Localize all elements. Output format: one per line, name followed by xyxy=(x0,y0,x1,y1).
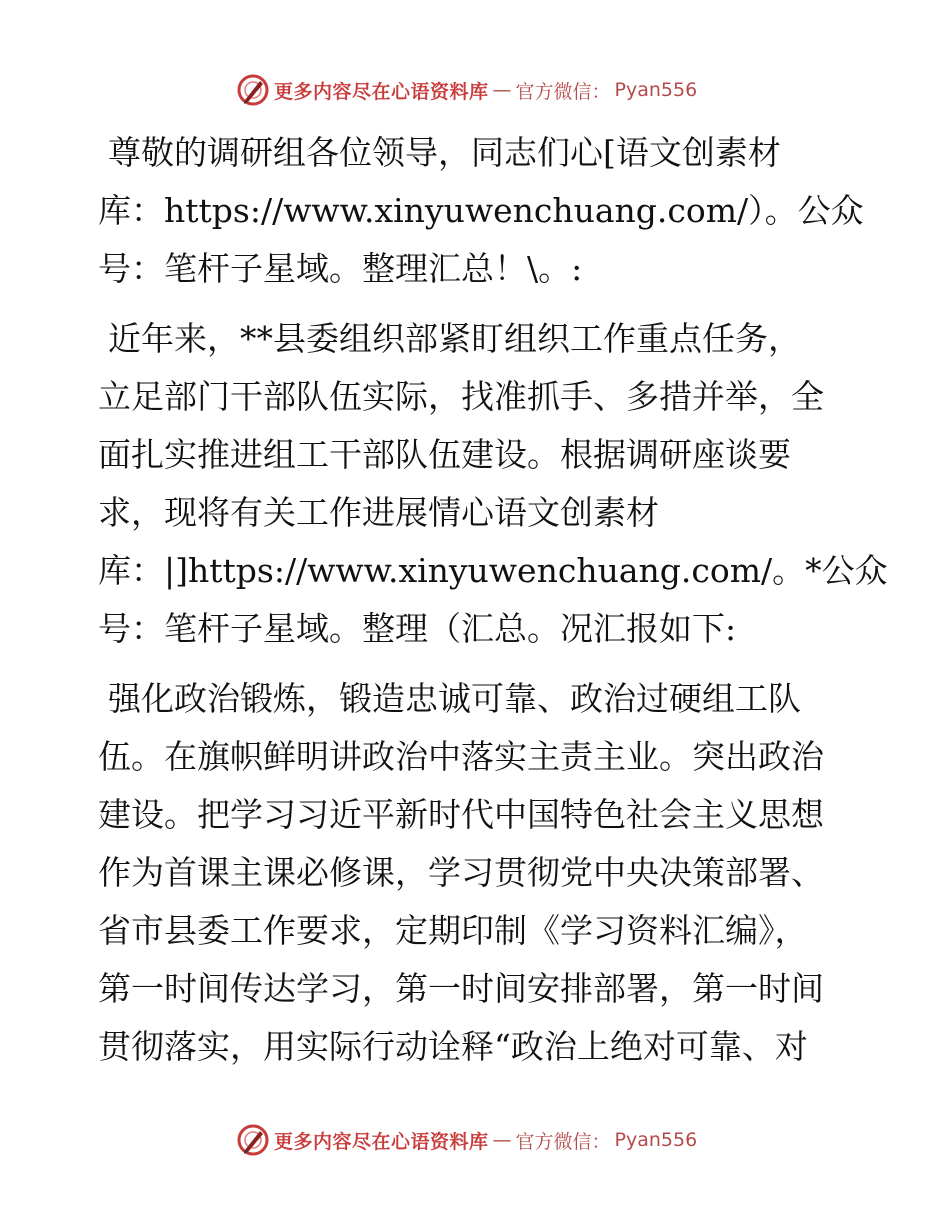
text-line: 伍。在旗帜鲜明讲政治中落实主责主业。突出政治 xyxy=(98,737,824,776)
text-line: 近年来，**县委组织部紧盯组织工作重点任务， xyxy=(108,319,801,358)
pen-logo-icon xyxy=(236,1123,270,1157)
document-body xyxy=(98,124,888,1088)
footer-watermark-banner xyxy=(236,1123,697,1157)
header-watermark-banner xyxy=(236,73,697,107)
text-line: 号：笔杆子星域。整理汇总！\。: xyxy=(98,249,583,288)
text-line: 贯彻落实，用实际行动诠释“政治上绝对可靠、对 xyxy=(98,1027,808,1066)
banner-official-label: 官方微信： xyxy=(515,1130,611,1153)
text-line: 立足部门干部队伍实际，找准抓手、多措并举，全 xyxy=(98,377,824,416)
text-line: 号：笔杆子星域。整理（汇总。况汇报如下: xyxy=(98,609,737,648)
text-line: 面扎实推进组工干部队伍建设。根据调研座谈要 xyxy=(98,435,791,474)
pen-logo-icon xyxy=(236,73,270,107)
text-line: 作为首课主课必修课，学习贯彻党中央决策部署、 xyxy=(98,853,824,892)
text-line: 库：https://www.xinyuwenchuang.com/）。公众 xyxy=(98,191,864,230)
banner-dash: — xyxy=(492,79,512,101)
paragraph-intro xyxy=(98,310,888,658)
text-line: 建设。把学习习近平新时代中国特色社会主义思想 xyxy=(98,795,824,834)
paragraph-political-training xyxy=(98,670,853,1076)
text-line: 库：|]https://www.xinyuwenchuang.com/。*公众 xyxy=(98,551,888,590)
text-line: 第一时间传达学习，第一时间安排部署，第一时间 xyxy=(98,969,824,1008)
paragraph-greeting xyxy=(98,124,864,298)
banner-brand-text: 更多内容尽在心语资料库 xyxy=(274,80,489,103)
banner-official-label: 官方微信： xyxy=(515,80,611,103)
text-line: 尊敬的调研组各位领导，同志们心[语文创素材 xyxy=(108,133,781,172)
text-line: 求，现将有关工作进展情心语文创素材 xyxy=(98,493,659,532)
banner-brand-text: 更多内容尽在心语资料库 xyxy=(274,1130,489,1153)
text-line: 省市县委工作要求，定期印制《学习资料汇编》， xyxy=(98,911,808,950)
banner-wechat-id: Pyan556 xyxy=(614,79,698,101)
banner-wechat-id: Pyan556 xyxy=(614,1129,698,1151)
banner-dash: — xyxy=(492,1129,512,1151)
text-line: 强化政治锻炼，锻造忠诚可靠、政治过硬组工队 xyxy=(108,679,801,718)
